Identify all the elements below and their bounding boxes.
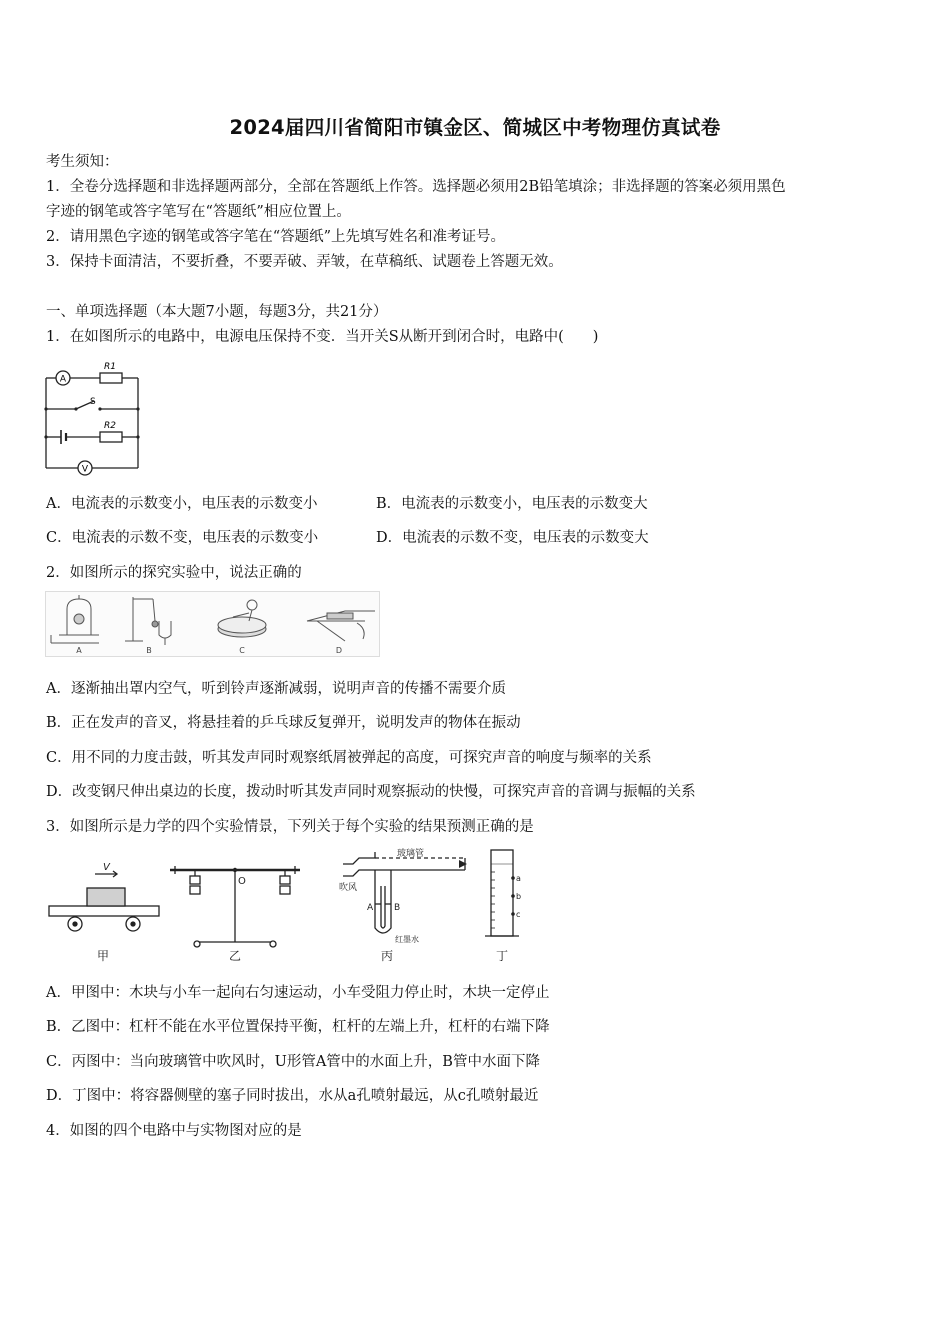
q3-mechanics-figure bbox=[45, 846, 530, 968]
q1-option-d[interactable]: D．电流表的示数不变，电压表的示数变大 bbox=[376, 530, 649, 546]
q2-stem: 2．如图所示的探究实验中，说法正确的 bbox=[46, 565, 302, 581]
q3-arm-b-label: B bbox=[394, 903, 401, 913]
q3-hole-c: c bbox=[516, 910, 521, 919]
resistor-r2 bbox=[100, 432, 122, 442]
q3-pivot-label: O bbox=[238, 876, 246, 887]
q3-option-a[interactable]: A．甲图中：木块与小车一起向右匀速运动，小车受阻力停止时，木块一定停止 bbox=[46, 985, 550, 1001]
q3-stem: 3．如图所示是力学的四个实验情景，下列关于每个实验的结果预测正确的是 bbox=[46, 819, 534, 835]
q3-caption-jia: 甲 bbox=[96, 949, 110, 963]
q3-option-d[interactable]: D．丁图中：将容器侧壁的塞子同时拔出，水从a孔喷射最远，从c孔喷射最近 bbox=[46, 1088, 539, 1104]
q4-stem: 4．如图的四个电路中与实物图对应的是 bbox=[46, 1123, 302, 1139]
q3-caption-ding: 丁 bbox=[495, 949, 509, 963]
q3-velocity-label: V bbox=[103, 862, 110, 873]
notice-item-3: 3．保持卡面清洁，不要折叠，不要弄破、弄皱，在草稿纸、试题卷上答题无效。 bbox=[46, 254, 563, 270]
q1-options-row-1 bbox=[46, 494, 648, 514]
q3-hole-b: b bbox=[516, 892, 522, 901]
resistor-r1 bbox=[100, 373, 122, 383]
q2-option-a[interactable]: A．逐渐抽出罩内空气，听到铃声逐渐减弱，说明声音的传播不需要介质 bbox=[46, 681, 506, 697]
q2-fig-label-d: D bbox=[335, 646, 343, 655]
q3-hole-a: a bbox=[516, 874, 521, 883]
q2-option-c[interactable]: C．用不同的力度击鼓，听其发声同时观察纸屑被弹起的高度，可探究声音的响度与频率的关系 bbox=[46, 750, 652, 766]
voltmeter-label: V bbox=[81, 464, 89, 475]
q3-option-b[interactable]: B．乙图中：杠杆不能在水平位置保持平衡，杠杆的左端上升，杠杆的右端下降 bbox=[46, 1019, 550, 1035]
q3-arm-a-label: A bbox=[367, 903, 374, 913]
section-heading: 一、单项选择题（本大题7小题，每题3分，共21分） bbox=[46, 304, 388, 320]
notice-item-1: 1．全卷分选择题和非选择题两部分，全部在答题纸上作答。选择题必须用2B铅笔填涂；非选择题的答案必须用黑色 bbox=[46, 179, 786, 195]
notice-heading: 考生须知： bbox=[46, 154, 119, 170]
q3-ink-label: 红墨水 bbox=[395, 935, 419, 944]
q2-fig-label-b: B bbox=[146, 646, 152, 655]
notice-item-2: 2．请用黑色字迹的钢笔或答字笔在“答题纸”上先填写姓名和准考证号。 bbox=[46, 229, 506, 245]
switch-label: S bbox=[90, 397, 96, 407]
ammeter-label: A bbox=[59, 374, 67, 385]
q3-tube-label: 玻璃管 bbox=[397, 849, 425, 859]
q1-option-a[interactable]: A．电流表的示数变小，电压表的示数变小 bbox=[46, 496, 318, 512]
notice-item-1-cont: 字迹的钢笔或答字笔写在“答题纸”相应位置上。 bbox=[46, 204, 351, 220]
q2-experiments-figure bbox=[45, 591, 380, 657]
q2-fig-label-a: A bbox=[76, 646, 82, 655]
q2-option-b[interactable]: B．正在发声的音叉，将悬挂着的乒乓球反复弹开，说明发声的物体在振动 bbox=[46, 715, 521, 731]
q3-caption-bing: 丙 bbox=[380, 949, 394, 963]
q1-option-b[interactable]: B．电流表的示数变小，电压表的示数变大 bbox=[376, 496, 648, 512]
page-title: 2024届四川省简阳市镇金区、简城区中考物理仿真试卷 bbox=[229, 116, 721, 139]
r1-label: R1 bbox=[104, 362, 116, 372]
q1-stem: 1．在如图所示的电路中，电源电压保持不变．当开关S从断开到闭合时，电路中( ) bbox=[46, 329, 599, 345]
q3-caption-yi: 乙 bbox=[228, 949, 242, 963]
q1-circuit-figure bbox=[42, 356, 147, 478]
q2-fig-label-c: C bbox=[239, 646, 245, 655]
q1-options-row-2 bbox=[46, 528, 649, 548]
q1-option-c[interactable]: C．电流表的示数不变，电压表的示数变小 bbox=[46, 530, 319, 546]
r2-label: R2 bbox=[104, 421, 116, 431]
q3-option-c[interactable]: C．丙图中：当向玻璃管中吹风时，U形管A管中的水面上升，B管中水面下降 bbox=[46, 1054, 540, 1070]
q2-option-d[interactable]: D．改变钢尺伸出桌边的长度，拨动时听其发声同时观察振动的快慢，可探究声音的音调与振幅的关系 bbox=[46, 784, 696, 800]
q3-blow-label: 吹风 bbox=[339, 883, 358, 893]
